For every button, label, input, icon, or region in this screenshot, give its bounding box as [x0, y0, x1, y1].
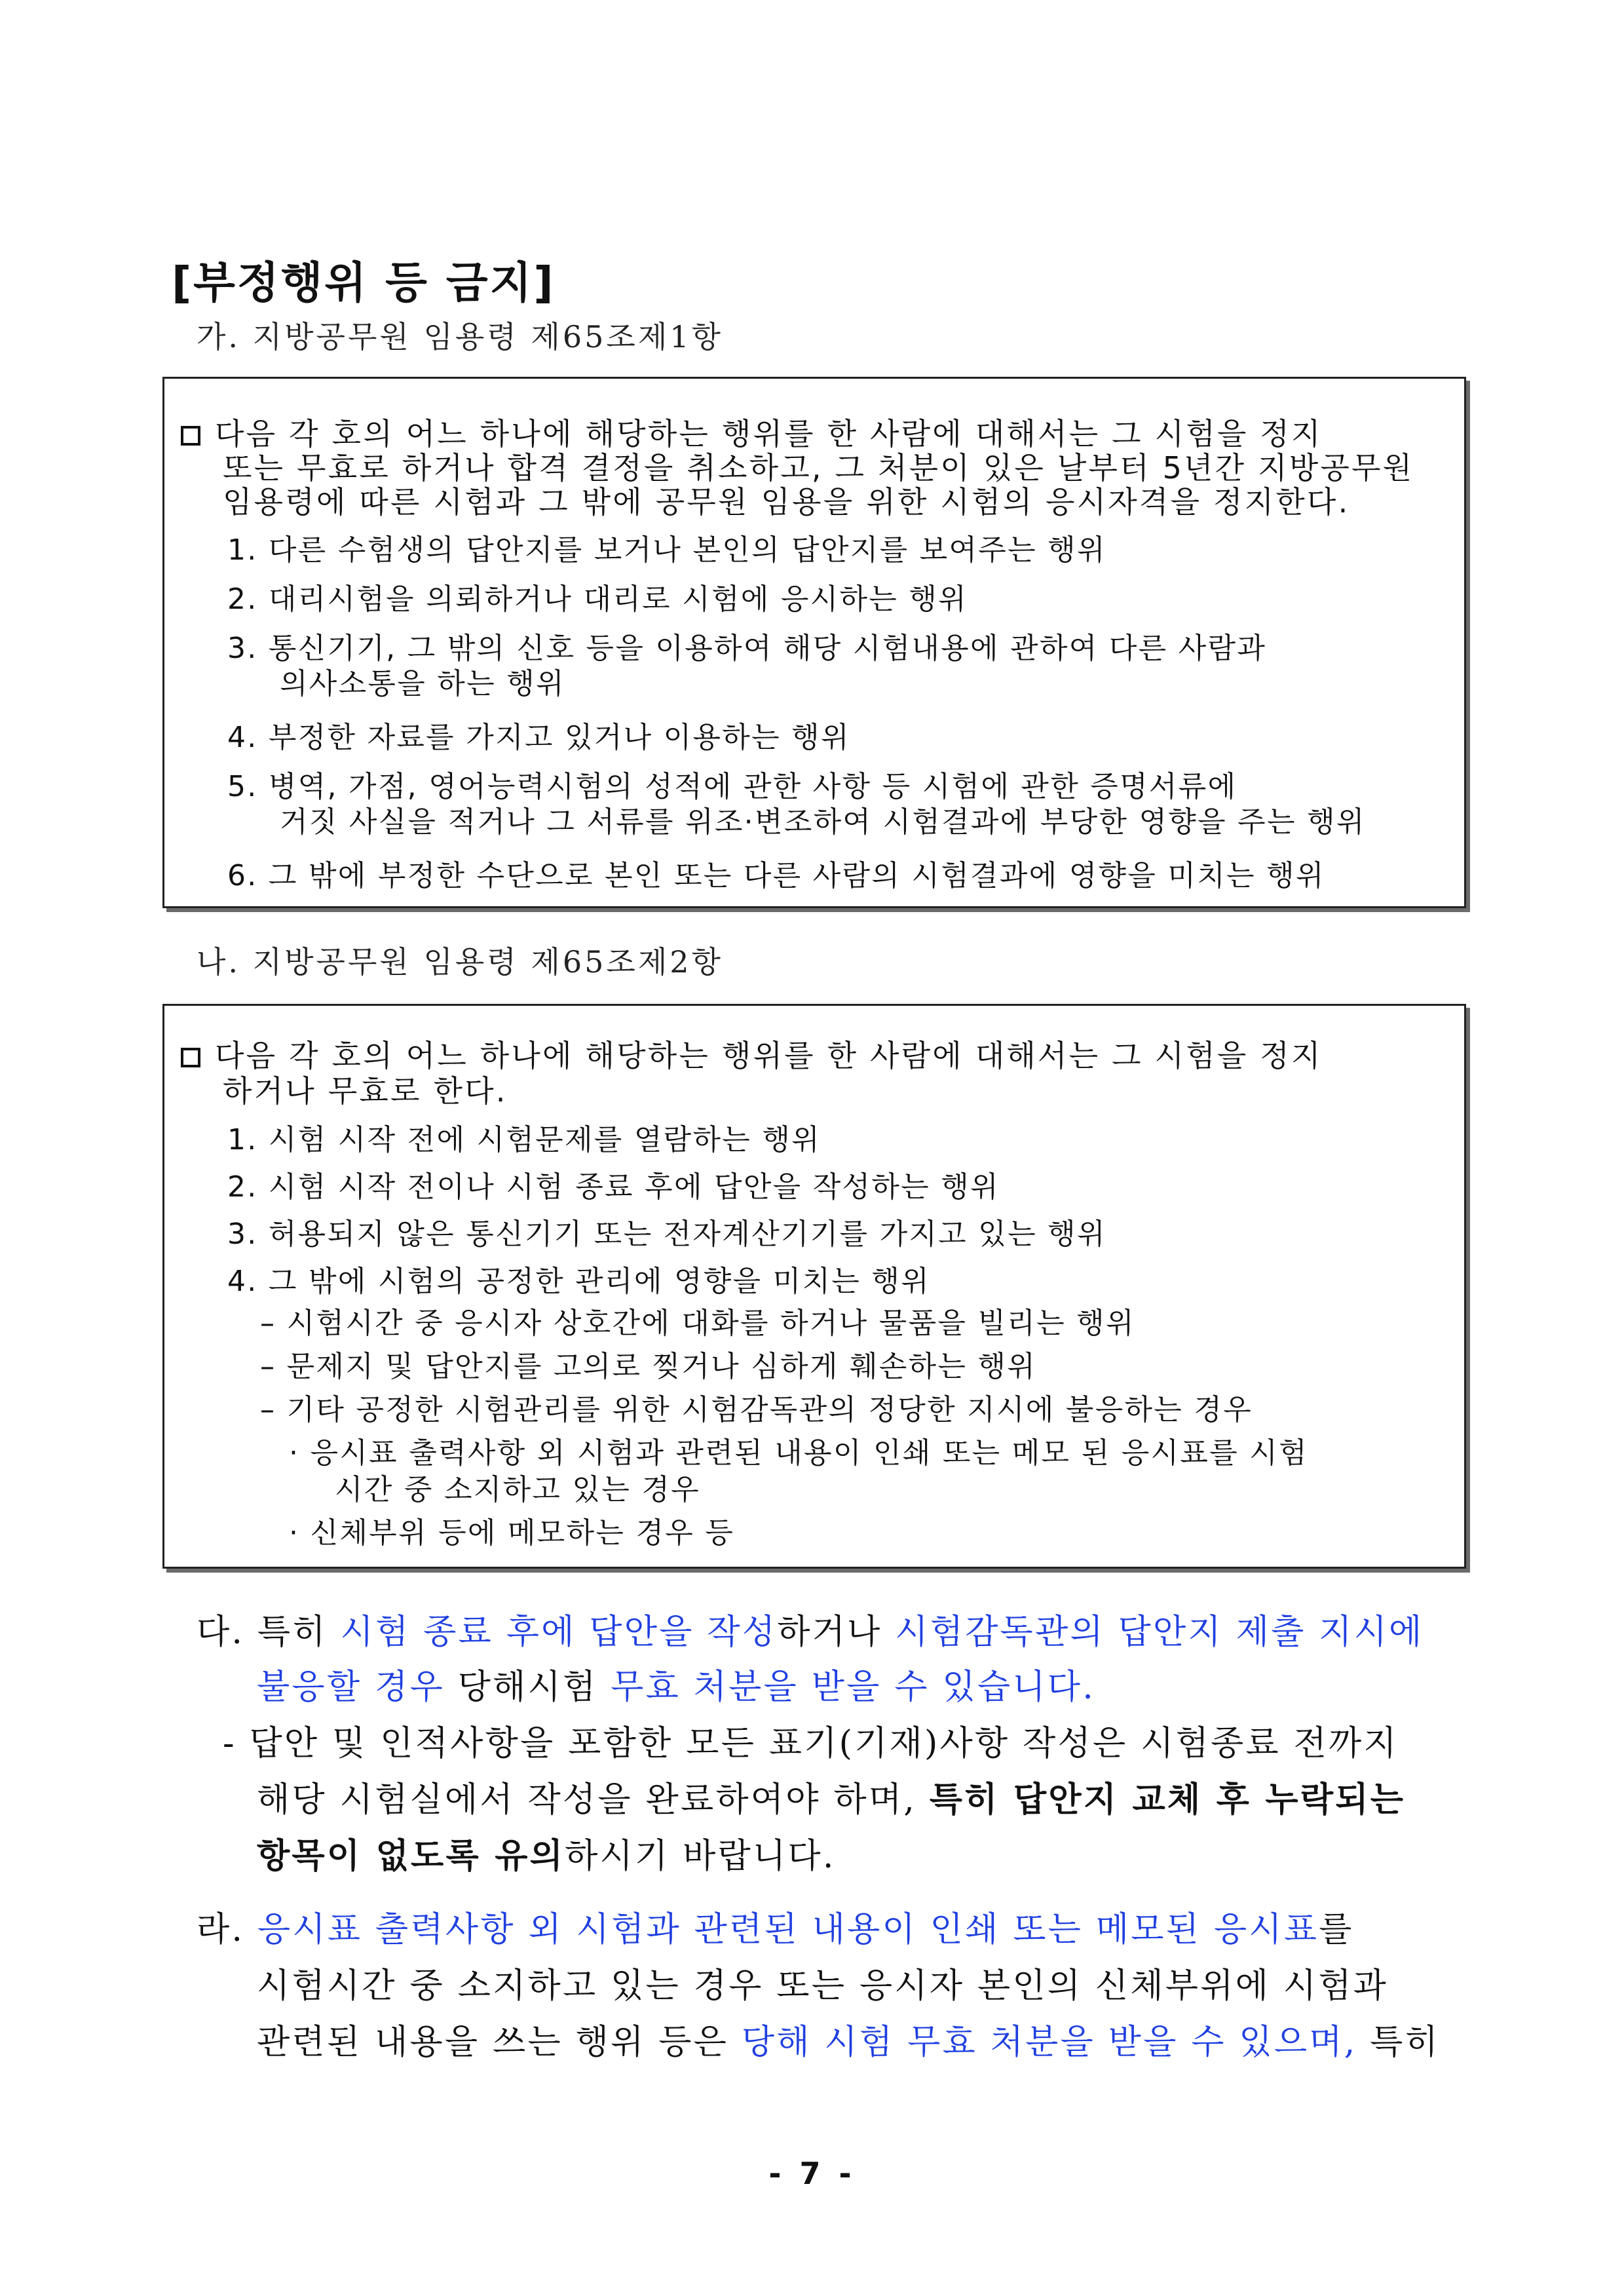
section-ga-item: 2. 대리시험을 의뢰하거나 대리로 시험에 응시하는 행위 [227, 583, 968, 616]
highlight-text: 불응할 경우 [257, 1668, 445, 1707]
emphasis-text: 항목이 없도록 유의 [257, 1836, 565, 1876]
section-na-bullet: · 응시표 출력사항 외 시험과 관련된 내용이 인쇄 또는 메모 된 응시표를 시험 [289, 1436, 1308, 1470]
section-na-subitem: – 기타 공정한 시험관리를 위한 시험감독관의 정당한 지시에 불응하는 경우 [260, 1393, 1253, 1426]
section-ga-item: 1. 다른 수험생의 답안지를 보거나 본인의 답안지를 보여주는 행위 [227, 533, 1106, 567]
highlight-text: 응시표 출력사항 외 시험과 관련된 내용이 인쇄 또는 메모된 응시표 [257, 1910, 1319, 1949]
section-na-intro-line-1: 다음 각 호의 어느 하나에 해당하는 행위를 한 사람에 대해서는 그 시험을 정지 [181, 1032, 1323, 1075]
section-na-item: 2. 시험 시작 전이나 시험 종료 후에 답안을 작성하는 행위 [227, 1170, 1000, 1204]
section-ra-line-2: 시험시간 중 소지하고 있는 경우 또는 응시자 본인의 신체부위에 시험과 [257, 1966, 1389, 2006]
section-ga-item: 5. 병역, 가점, 영어능력시험의 성적에 관한 사항 등 시험에 관한 증명서류에 [227, 770, 1237, 803]
section-da-label: 다. [197, 1613, 245, 1652]
section-da-line-2: 불응할 경우 당해시험 무효 처분을 받을 수 있습니다. [257, 1668, 1095, 1707]
section-ra-label: 라. [197, 1910, 245, 1949]
checkbox-square-icon [181, 1048, 200, 1067]
section-ga-intro-line-1: 다음 각 호의 어느 하나에 해당하는 행위를 한 사람에 대해서는 그 시험을 정지 [181, 410, 1323, 453]
page-title: [부정행위 등 금지] [172, 258, 556, 308]
section-na-box [162, 1004, 1466, 1569]
section-ga-item-continuation: 의사소통을 하는 행위 [280, 667, 565, 700]
section-ga-box [162, 377, 1466, 908]
section-da-line-5: 항목이 없도록 유의하시기 바랍니다. [257, 1836, 836, 1876]
checkbox-square-icon [181, 426, 200, 446]
section-ra-line-3: 관련된 내용을 쓰는 행위 등은 당해 시험 무효 처분을 받을 수 있으며, 특히 [257, 2023, 1441, 2062]
section-na-bullet-continuation: 시간 중 소지하고 있는 경우 [335, 1473, 700, 1506]
section-na-heading: 나. 지방공무원 임용령 제65조제2항 [197, 944, 723, 980]
section-da-line-4: 해당 시험실에서 작성을 완료하여야 하며, 특히 답안지 교체 후 누락되는 [257, 1780, 1406, 1820]
page-number: - 7 - [768, 2156, 856, 2191]
section-na-item: 1. 시험 시작 전에 시험문제를 열람하는 행위 [227, 1123, 821, 1157]
highlight-text: 시험 종료 후에 답안을 작성 [340, 1613, 778, 1652]
highlight-text: 당해 시험 무효 처분을 받을 수 있으며, [741, 2023, 1357, 2062]
section-ga-item: 6. 그 밖에 부정한 수단으로 본인 또는 다른 사람의 시험결과에 영향을 미치는 행위 [227, 859, 1325, 892]
section-na-item: 3. 허용되지 않은 통신기기 또는 전자계산기기를 가지고 있는 행위 [227, 1217, 1106, 1251]
section-ga-item-continuation: 거짓 사실을 적거나 그 서류를 위조·변조하여 시험결과에 부당한 영향을 주는 행위 [280, 805, 1366, 839]
section-na-subitem: – 문제지 및 답안지를 고의로 찢거나 심하게 훼손하는 행위 [260, 1350, 1037, 1383]
section-ga-heading: 가. 지방공무원 임용령 제65조제1항 [197, 319, 723, 354]
section-ga-intro-line-2: 또는 무효로 하거나 합격 결정을 취소하고, 그 처분이 있은 날부터 5년간 지방공무원 [223, 450, 1414, 486]
section-na-subitem: – 시험시간 중 응시자 상호간에 대화를 하거나 물품을 빌리는 행위 [260, 1307, 1135, 1340]
section-ra-line-1: 라. 응시표 출력사항 외 시험과 관련된 내용이 인쇄 또는 메모된 응시표를 [197, 1910, 1354, 1949]
highlight-text: 시험감독관의 답안지 제출 지시에 [895, 1613, 1424, 1652]
section-da-line-3: - 답안 및 인적사항을 포함한 모든 표기(기재)사항 작성은 시험종료 전까지 [223, 1724, 1399, 1763]
section-na-intro-line-2: 하거나 무효로 한다. [223, 1073, 508, 1109]
section-na-bullet: · 신체부위 등에 메모하는 경우 등 [289, 1516, 735, 1550]
emphasis-text: 특히 답안지 교체 후 누락되는 [929, 1780, 1406, 1820]
section-ga-item: 3. 통신기기, 그 밖의 신호 등을 이용하여 해당 시험내용에 관하여 다른 사람과 [227, 632, 1267, 665]
highlight-text: 무효 처분을 받을 수 있습니다. [611, 1668, 1095, 1707]
section-da-line-1: 다. 특히 시험 종료 후에 답안을 작성하거나 시험감독관의 답안지 제출 지시에 [197, 1613, 1424, 1652]
section-ga-item: 4. 부정한 자료를 가지고 있거나 이용하는 행위 [227, 721, 850, 754]
section-ga-intro-line-3: 임용령에 따른 시험과 그 밖에 공무원 임용을 위한 시험의 응시자격을 정지한다. [223, 484, 1350, 520]
section-na-item: 4. 그 밖에 시험의 공정한 관리에 영향을 미치는 행위 [227, 1265, 930, 1298]
